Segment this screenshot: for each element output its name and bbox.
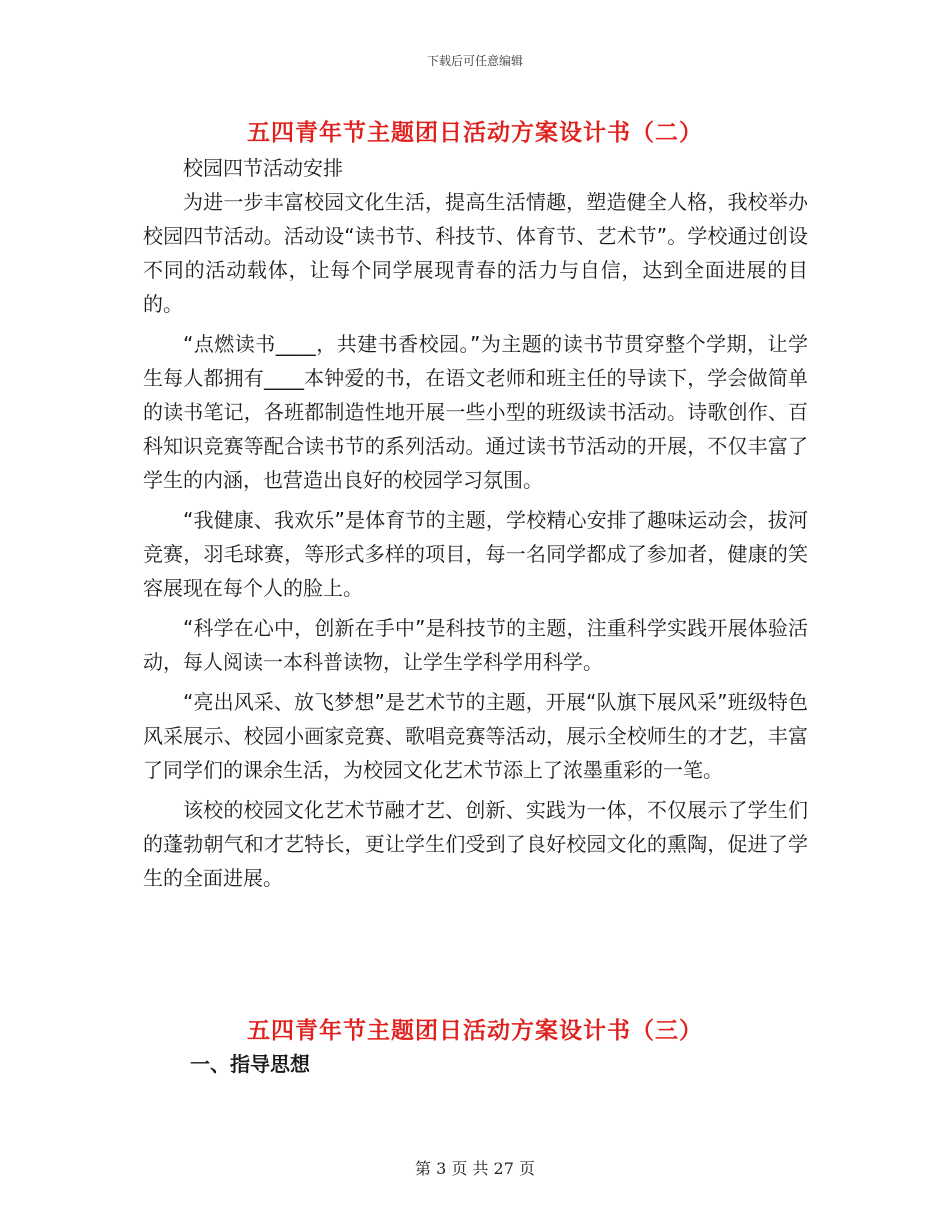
paragraph-reading-festival: “点燃读书____，共建书香校园。”为主题的读书节贯穿整个学期，让学生每人都拥有____本钟爱的书，在语文老师和班主任的导读下，学会做简单的读书笔记，各班都制造性地开展一些小型的班级读书活动。诗歌创作、百科知识竞赛等配合读书节的系列活动。通过读书节活动的开展，不仅丰富了学生的内涵，也营造出良好的校园学习氛围。 <box>143 332 808 492</box>
paragraph-art-festival: “亮出风采、放飞梦想”是艺术节的主题，开展“队旗下展风采”班级特色风采展示、校园小画家竞赛、歌唱竞赛等活动，展示全校师生的才艺，丰富了同学们的课余生活，为校园文化艺术节添上了浓墨重彩的一笔。 <box>143 690 808 782</box>
section-2-body <box>143 151 808 895</box>
subheading-guiding-ideology: 一、指导思想 <box>190 1052 310 1076</box>
paragraph-science-festival: “科学在心中，创新在手中”是科技节的主题，注重科学实践开展体验活动，每人阅读一本科普读物，让学生学科学用科学。 <box>143 616 808 674</box>
section-title-3: 五四青年节主题团日活动方案设计书（三） <box>247 1018 703 1044</box>
section-title-2: 五四青年节主题团日活动方案设计书（二） <box>247 120 703 146</box>
paragraph-intro-heading: 校园四节活动安排 <box>183 156 343 180</box>
paragraph-sports-festival: “我健康、我欢乐”是体育节的主题，学校精心安排了趣味运动会，拔河竞赛，羽毛球赛，等形式多样的项目，每一名同学都成了参加者，健康的笑容展现在每个人的脸上。 <box>143 508 808 600</box>
page-footer: 第 3 页 共 27 页 <box>415 1159 535 1178</box>
page-header: 下载后可任意编辑 <box>426 54 523 68</box>
paragraph-overview: 为进一步丰富校园文化生活，提高生活情趣，塑造健全人格，我校举办校园四节活动。活动设“读书节、科技节、体育节、艺术节”。学校通过创设不同的活动载体，让每个同学展现青春的活力与自信，达到全面进展的目的。 <box>143 190 808 316</box>
paragraph-summary: 该校的校园文化艺术节融才艺、创新、实践为一体，不仅展示了学生们的蓬勃朝气和才艺特长，更让学生们受到了良好校园文化的熏陶，促进了学生的全面进展。 <box>143 798 808 890</box>
